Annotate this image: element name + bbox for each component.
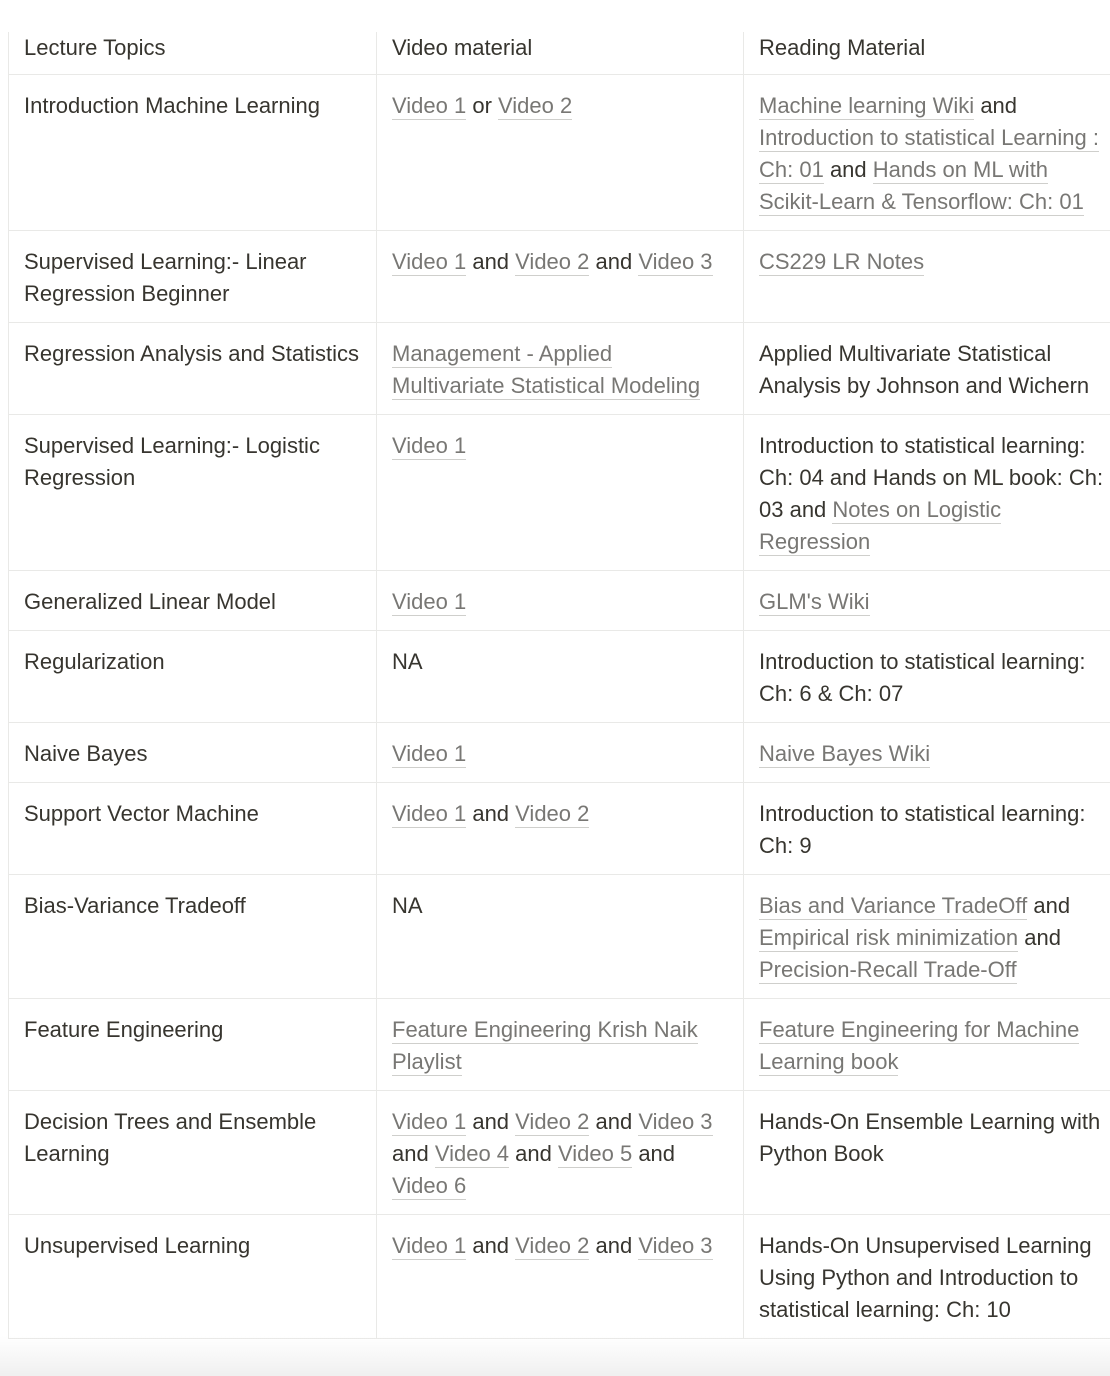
video-material-cell: [377, 875, 744, 999]
lecture-topic-cell: Supervised Learning:- Linear Regression Beginner: [9, 231, 377, 323]
plain-text: and: [632, 1141, 676, 1166]
introduction-to-statistical-learning-ch-01-link[interactable]: Introduction to statistical Learning : Ch: 01: [759, 125, 1099, 182]
video-5-link[interactable]: Video 5: [557, 1141, 633, 1166]
reading-material-cell: [744, 875, 1110, 999]
bottom-fade: [0, 1336, 1110, 1376]
plain-text: Hands-On Ensemble Learning with Python Book: [759, 1109, 1101, 1166]
cs229-lr-notes-link[interactable]: CS229 LR Notes: [759, 249, 925, 274]
plain-text: and: [509, 1141, 558, 1166]
video-material-cell: [377, 231, 744, 323]
lecture-topic-cell: Regularization: [9, 631, 377, 723]
plain-text: and: [1027, 893, 1071, 918]
header-reading-material: Reading Material: [744, 32, 1110, 75]
video-3-link[interactable]: Video 3: [638, 1233, 713, 1258]
table-row: [9, 1215, 1110, 1339]
lecture-topic-cell: Supervised Learning:- Logistic Regression: [9, 415, 377, 571]
plain-text: and: [589, 1109, 639, 1134]
reading-material-cell: [744, 1215, 1110, 1339]
plain-text: NA: [392, 649, 423, 674]
video-material-cell: [377, 75, 744, 231]
plain-text: Introduction to statistical learning: Ch: 9: [759, 801, 1086, 858]
video-1-link[interactable]: Video 1: [392, 93, 467, 118]
management-applied-multivariate-statistical-modeling-link[interactable]: Management - Applied Multivariate Statistical Modeling: [392, 341, 701, 398]
reading-material-cell: [744, 783, 1110, 875]
table-row: [9, 75, 1110, 231]
video-2-link[interactable]: Video 2: [515, 1233, 590, 1258]
video-material-cell: [377, 571, 744, 631]
table-row: [9, 999, 1110, 1091]
notes-on-logistic-regression-link[interactable]: Notes on Logistic Regression: [759, 497, 1002, 554]
table-row: [9, 783, 1110, 875]
video-3-link[interactable]: Video 3: [638, 249, 713, 274]
table-row: [9, 631, 1110, 723]
reading-material-cell: [744, 323, 1110, 415]
reading-material-cell: [744, 631, 1110, 723]
table-row: [9, 875, 1110, 999]
naive-bayes-wiki-link[interactable]: Naive Bayes Wiki: [759, 741, 931, 766]
video-1-link[interactable]: Video 1: [392, 1109, 467, 1134]
header-row: [9, 32, 1110, 75]
plain-text: Hands-On Unsupervised Learning Using Python and Introduction to statistical learning: Ch: 10: [759, 1233, 1092, 1322]
video-1-link[interactable]: Video 1: [392, 249, 467, 274]
table-row: [9, 323, 1110, 415]
header-video-material: Video material: [377, 32, 744, 75]
plain-text: NA: [392, 893, 423, 918]
lecture-topic-cell: Decision Trees and Ensemble Learning: [9, 1091, 377, 1215]
feature-engineering-for-machine-learning-book-link[interactable]: Feature Engineering for Machine Learning book: [759, 1017, 1080, 1074]
video-2-link[interactable]: Video 2: [515, 801, 590, 826]
video-6-link[interactable]: Video 6: [392, 1173, 467, 1198]
video-3-link[interactable]: Video 3: [638, 1109, 713, 1134]
plain-text: and: [589, 249, 639, 274]
plain-text: Applied Multivariate Statistical Analysis by Johnson and Wichern: [759, 341, 1090, 398]
plain-text: Introduction to statistical learning: Ch: 04 and Hands on ML book: Ch: 03 and: [759, 433, 1104, 522]
reading-material-cell: [744, 723, 1110, 783]
video-1-link[interactable]: Video 1: [392, 801, 467, 826]
lecture-topic-cell: Regression Analysis and Statistics: [9, 323, 377, 415]
plain-text: or: [466, 93, 499, 118]
reading-material-cell: [744, 571, 1110, 631]
machine-learning-wiki-link[interactable]: Machine learning Wiki: [759, 93, 975, 118]
video-2-link[interactable]: Video 2: [515, 1109, 590, 1134]
plain-text: and: [1018, 925, 1061, 950]
reading-material-cell: [744, 231, 1110, 323]
table-row: [9, 723, 1110, 783]
plain-text: and: [466, 1233, 516, 1258]
video-1-link[interactable]: Video 1: [392, 741, 467, 766]
plain-text: and: [974, 93, 1018, 118]
plain-text: and: [823, 157, 873, 182]
video-2-link[interactable]: Video 2: [498, 93, 573, 118]
bias-and-variance-tradeoff-link[interactable]: Bias and Variance TradeOff: [759, 893, 1028, 918]
glm-s-wiki-link[interactable]: GLM's Wiki: [759, 589, 870, 614]
reading-material-cell: [744, 415, 1110, 571]
video-material-cell: [377, 631, 744, 723]
video-4-link[interactable]: Video 4: [434, 1141, 510, 1166]
video-1-link[interactable]: Video 1: [392, 1233, 467, 1258]
video-material-cell: [377, 723, 744, 783]
reading-material-cell: [744, 75, 1110, 231]
plain-text: and: [466, 1109, 516, 1134]
lecture-topic-cell: Naive Bayes: [9, 723, 377, 783]
video-material-cell: [377, 783, 744, 875]
plain-text: and: [589, 1233, 639, 1258]
empirical-risk-minimization-link[interactable]: Empirical risk minimization: [759, 925, 1019, 950]
table-row: [9, 1091, 1110, 1215]
video-material-cell: [377, 999, 744, 1091]
feature-engineering-krish-naik-playlist-link[interactable]: Feature Engineering Krish Naik Playlist: [392, 1017, 698, 1074]
lecture-topic-cell: Generalized Linear Model: [9, 571, 377, 631]
hands-on-ml-with-scikit-learn-tensorflow-ch-01-link[interactable]: Hands on ML with Scikit-Learn & Tensorflow: Ch: 01: [759, 157, 1084, 214]
reading-material-cell: [744, 999, 1110, 1091]
video-material-cell: [377, 1215, 744, 1339]
video-material-cell: [377, 1091, 744, 1215]
table-row: [9, 571, 1110, 631]
reading-material-cell: [744, 1091, 1110, 1215]
lecture-topic-cell: Bias-Variance Tradeoff: [9, 875, 377, 999]
table-row: [9, 415, 1110, 571]
plain-text: and: [466, 249, 516, 274]
plain-text: and: [466, 801, 516, 826]
plain-text: and: [392, 1141, 435, 1166]
lecture-topic-cell: Introduction Machine Learning: [9, 75, 377, 231]
lecture-table: [8, 32, 1110, 1339]
lecture-topic-cell: Unsupervised Learning: [9, 1215, 377, 1339]
precision-recall-trade-off-link[interactable]: Precision-Recall Trade-Off: [759, 957, 1017, 982]
lecture-topic-cell: Feature Engineering: [9, 999, 377, 1091]
lecture-topic-cell: Support Vector Machine: [9, 783, 377, 875]
table-row: [9, 231, 1110, 323]
video-material-cell: [377, 415, 744, 571]
video-1-link[interactable]: Video 1: [392, 589, 467, 614]
video-1-link[interactable]: Video 1: [392, 433, 467, 458]
video-2-link[interactable]: Video 2: [515, 249, 590, 274]
plain-text: Introduction to statistical learning: Ch: 6 & Ch: 07: [759, 649, 1086, 706]
header-lecture-topics: Lecture Topics: [9, 32, 377, 75]
video-material-cell: [377, 323, 744, 415]
